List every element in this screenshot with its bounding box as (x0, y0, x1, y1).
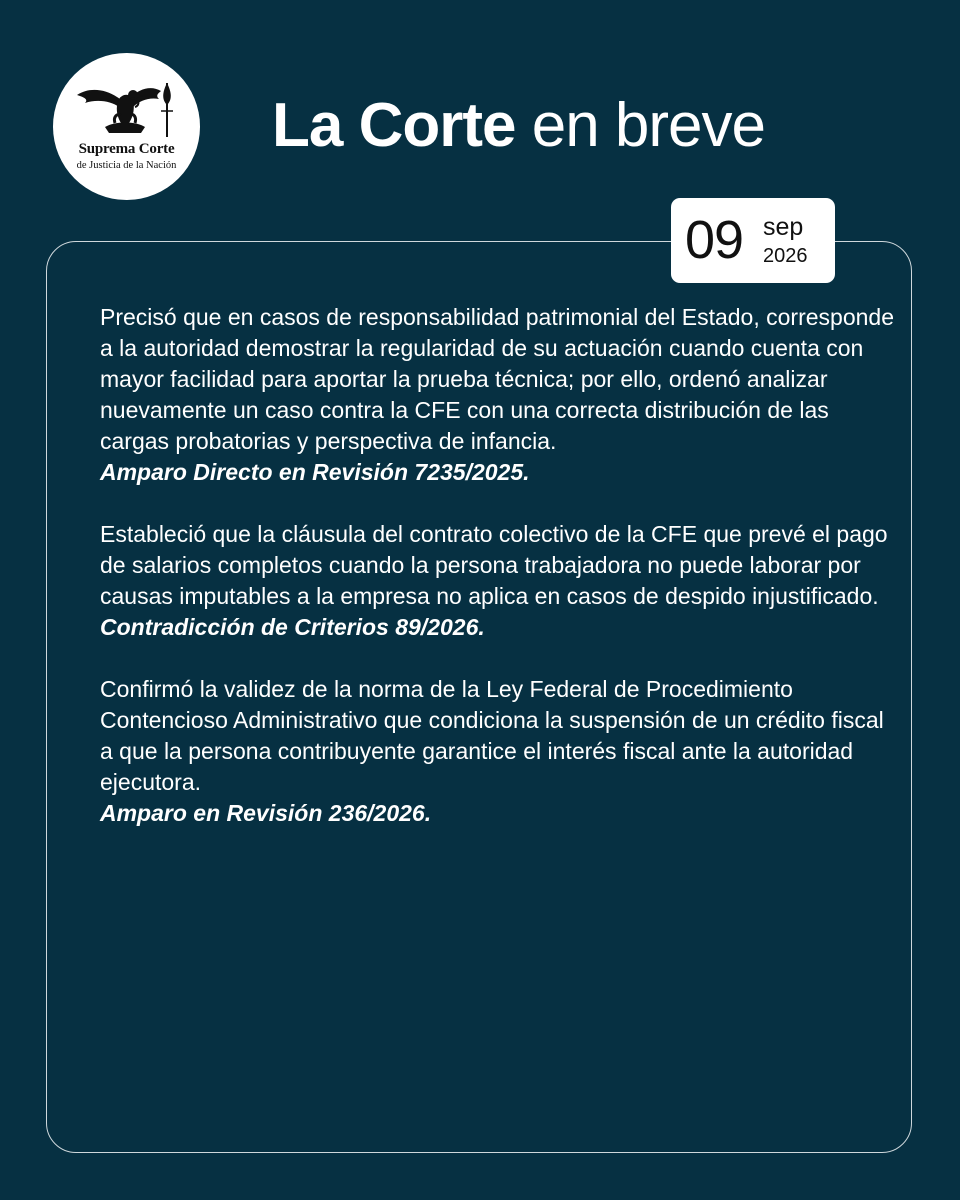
news-item-text: Confirmó la validez de la norma de la Ley Federal de Procedimiento Contencioso Administrativo que condiciona la suspensión de un crédito fiscal a que la persona contribuyente garantice el interés fiscal ante la autoridad ejecutora. (100, 676, 884, 795)
news-item-text: Estableció que la cláusula del contrato colectivo de la CFE que prevé el pago de salarios completos cuando la persona trabajadora no puede laborar por causas imputables a la empresa no aplica en casos de despido injustificado. (100, 521, 888, 609)
news-item-reference: Amparo en Revisión 236/2026. (100, 800, 432, 826)
title-light: en breve (531, 91, 765, 160)
scjn-logo (53, 53, 200, 200)
page-title (272, 86, 765, 166)
logo-text-suprema-corte: Suprema Corte (78, 141, 175, 157)
news-item-reference: Amparo Directo en Revisión 7235/2025. (100, 459, 530, 485)
date-year: 2026 (763, 245, 808, 267)
date-month: sep (763, 213, 804, 241)
news-list (100, 302, 900, 860)
news-item (100, 302, 900, 488)
date-badge (671, 198, 835, 283)
news-item (100, 519, 900, 643)
date-day: 09 (685, 210, 744, 270)
news-item (100, 674, 900, 829)
title-strong: La Corte (272, 91, 516, 160)
logo-text-justicia-nacion: de Justicia de la Nación (76, 160, 177, 171)
eagle-emblem-icon (75, 77, 179, 139)
news-item-reference: Contradicción de Criterios 89/2026. (100, 614, 485, 640)
news-item-text: Precisó que en casos de responsabilidad patrimonial del Estado, corresponde a la autoridad demostrar la regularidad de su actuación cuando cuenta con mayor facilidad para aportar la prueba técnica; por ello, ordenó analizar nuevamente un caso contra la CFE con una correcta distribución de las cargas probatorias y perspectiva de infancia. (100, 304, 894, 454)
